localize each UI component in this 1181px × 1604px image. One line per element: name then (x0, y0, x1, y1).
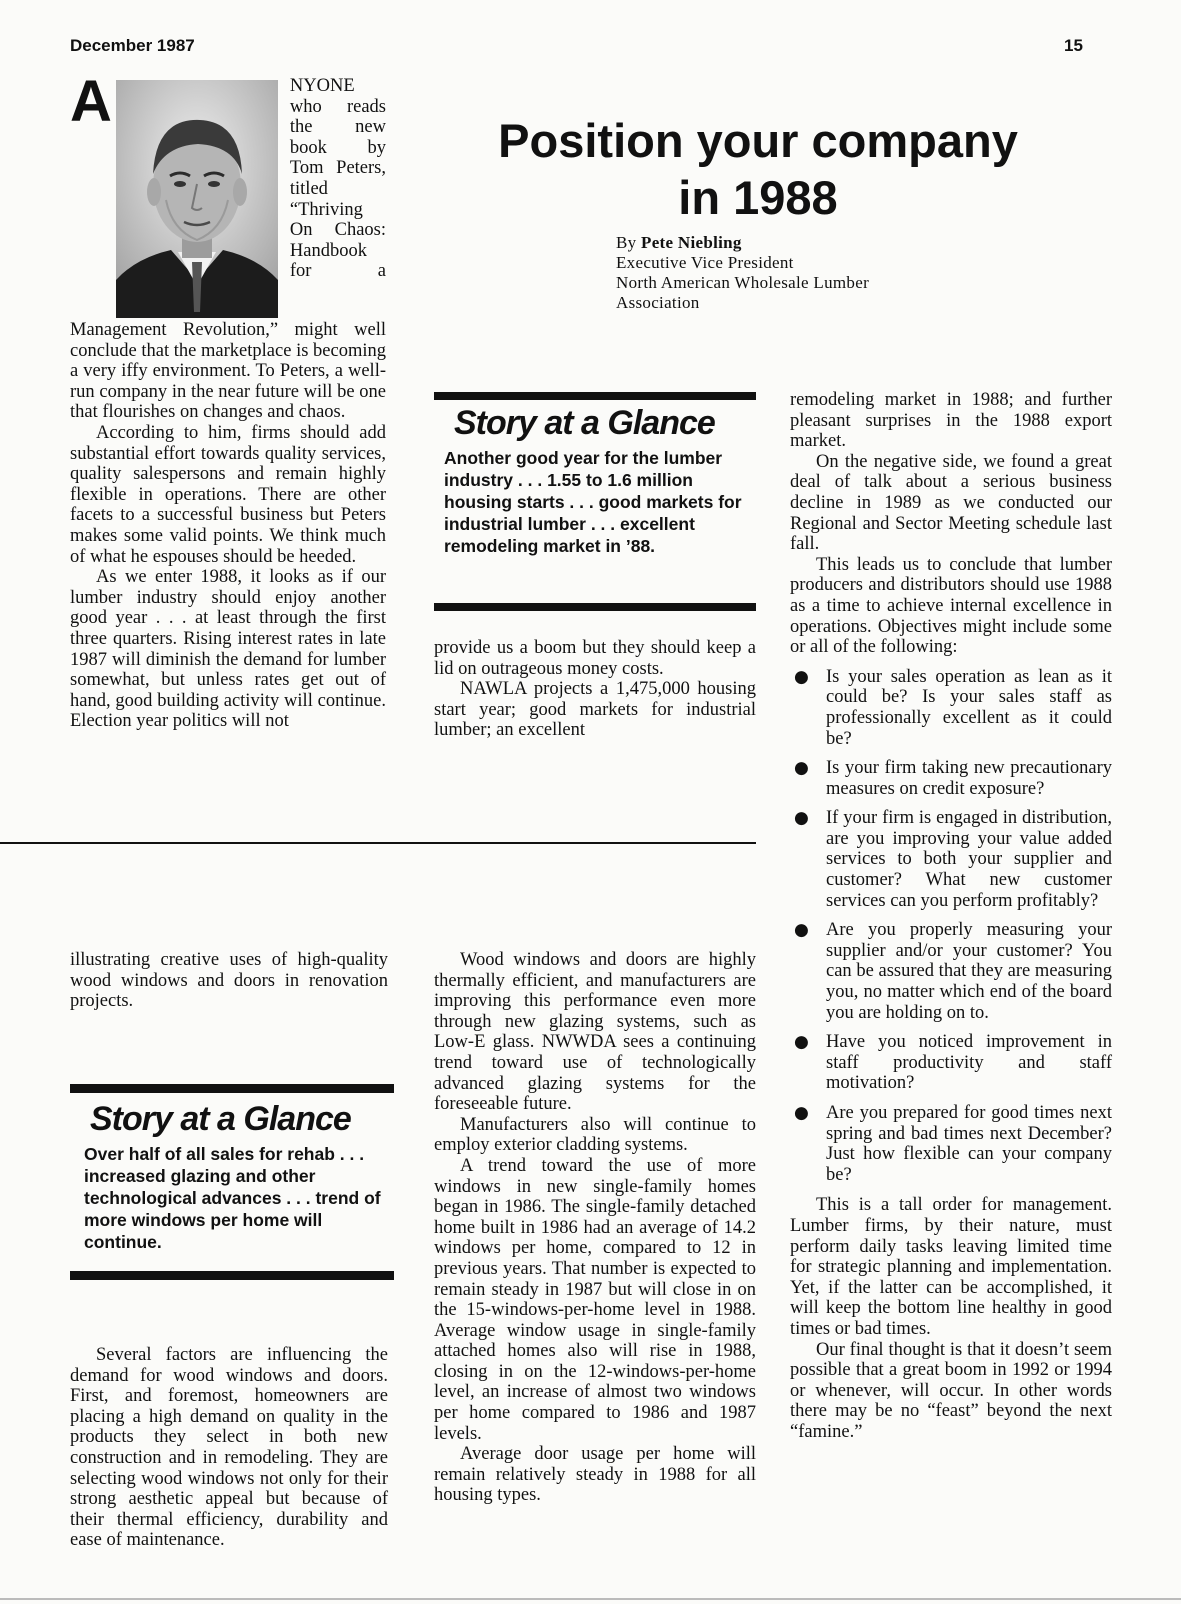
sidebar-rule-bottom (434, 603, 756, 611)
author-portrait-photo (116, 80, 278, 318)
article1-intro: A NYONE who reads the new book by Tom Peters, titled “Thriving On Chaos: Handbook for a Management Revolution,” might well conclude that the marketplace is becoming a very iffy environment. To Peters, a well-run company in the near future will be one that flourishes on changes and chaos. (70, 69, 386, 423)
article1-col2-continuation: provide us a boom but they should keep a lid on outrageous money costs. (434, 638, 756, 679)
article1-col3-continuation: remodeling market in 1988; and further pleasant surprises in the 1988 export market. (790, 390, 1112, 452)
story-at-a-glance-text: Over half of all sales for rehab . . . increased glazing and other technological advances . . . trend of more windows per home will continue. (84, 1144, 381, 1252)
dropcap: A (70, 69, 112, 134)
article2-col2-paragraph-1: Wood windows and doors are highly thermally efficient, and manufacturers are improving this performance even more through new glazing systems, such as Low-E glass. NWWDA sees a continuing trend toward use of technologically advanced glazing systems for the foreseeable future. (434, 950, 756, 1115)
bullet-icon: ● (794, 1103, 809, 1123)
article1-byline: By Pete Niebling Executive Vice President North American Wholesale Lumber Association (616, 233, 870, 312)
bullet-icon: ● (794, 758, 809, 779)
article1-closing-paragraph-1: This is a tall order for management. Lumber firms, by their nature, must perform daily tasks leaving limited time for strategic planning and implementation. Yet, if the latter can be accomplished, it will keep the bottom line healthy in good times or bad times. (790, 1195, 1112, 1339)
objective-item: ● If your firm is engaged in distribution, are you improving your value added services to both your supplier and customer? What new customer services can you perform profitably? (794, 808, 1112, 911)
article1-col3-paragraph-2: On the negative side, we found a great deal of talk about a serious business decline in 1989 as we conducted our Regional and Sector Meeting schedule last fall. (790, 451, 1112, 555)
story-at-a-glance-heading: Story at a Glance (90, 1100, 351, 1138)
article1-closing-paragraph-2: Our final thought is that it doesn’t seem possible that a great boom in 1992 or 1994 or whenever, will occur. In other words there may be no “feast” beyond the next “famine.” (790, 1339, 1112, 1442)
bullet-icon: ● (794, 920, 809, 941)
article2-col2-paragraph-4: Average door usage per home will remain relatively steady in 1988 for all housing types. (434, 1444, 756, 1506)
article2-column-1-top (70, 950, 388, 1012)
objective-item: ● Are you properly measuring your supplier and/or your customer? You can be assured that they are measuring you, no matter which end of the board you are holding on to. (794, 920, 1112, 1023)
objective-item: ● Is your sales operation as lean as it could be? Is your sales staff as professionally excellent as it could be? (794, 666, 1112, 749)
article-separator (0, 842, 756, 844)
sidebar-rule-top (434, 392, 756, 400)
article2-column-2 (434, 950, 756, 1506)
story-at-a-glance-heading: Story at a Glance (454, 404, 715, 442)
author-name: Pete Niebling (641, 233, 742, 252)
objective-item: ● Have you noticed improvement in staff productivity and staff motivation? (794, 1032, 1112, 1094)
article2-col2-paragraph-2: Manufacturers also will continue to employ exterior cladding systems. (434, 1114, 756, 1156)
article1-paragraph-3: As we enter 1988, it looks as if our lumber industry should enjoy another good year . . . at least through the first three quarters. Rising interest rates in late 1987 will diminish the demand for lumber somewhat, but unless rates get out of hand, good building activity will continue. Election year politics will not (70, 567, 386, 732)
page-bottom-edge (0, 1598, 1181, 1600)
issue-date: December 1987 (70, 36, 195, 55)
article1-paragraph-2: According to him, firms should add substantial effort towards quality services, quality salespersons and remain highly flexible in operations. There are other facets to a successful business but Peters makes some valid points. We think much of what he espouses should be heeded. (70, 422, 386, 567)
bullet-icon: ● (794, 808, 809, 829)
sidebar-rule-top (70, 1084, 394, 1093)
article1-col3-paragraph-3: This leads us to conclude that lumber producers and distributors should use 1988 as a time to achieve internal excellence in operations. Objectives might include some or all of the following: (790, 554, 1112, 658)
article1-title: Position your company in 1988 (498, 114, 1018, 224)
story-at-a-glance-box-2 (84, 1100, 384, 1253)
article2-col1-continuation: illustrating creative uses of high-quality wood windows and doors in renovation projects. (70, 950, 388, 1012)
objective-item: ● Is your firm taking new precautionary measures on credit exposure? (794, 758, 1112, 799)
bullet-icon: ● (794, 666, 809, 687)
bullet-icon: ● (794, 1032, 809, 1053)
article2-col1-paragraph: Several factors are influencing the demand for wood windows and doors. First, and foremost, homeowners are placing a high demand on quality in the products they select in both new construction and in remodeling. They are selecting wood windows not only for their strong aesthetic appeal but because of their thermal efficiency, durability and ease of maintenance. (70, 1345, 388, 1551)
article2-column-1-bottom (70, 1345, 388, 1551)
story-at-a-glance-text: Another good year for the lumber industry . . . 1.55 to 1.6 million housing starts . . . good markets for industrial lumber . . . excellent remodeling market in ’88. (444, 448, 742, 556)
sidebar-rule-bottom (70, 1271, 394, 1280)
article1-col2-paragraph: NAWLA projects a 1,475,000 housing start year; good markets for industrial lumber; an excellent (434, 679, 756, 741)
article1-column-2 (434, 638, 756, 741)
story-at-a-glance-box-1 (444, 404, 744, 557)
objective-item: ● Are you prepared for good times next spring and bad times next December? Just how flexible can your company be? (794, 1103, 1112, 1185)
page-number: 15 (1064, 36, 1083, 55)
article2-col2-paragraph-3: A trend toward the use of more windows in new single-family homes began in 1986. The single-family detached home built in 1986 had an average of 14.2 windows per home, compared to 12 in previous years. That number is expected to remain steady in 1987 but will close in on the 15-windows-per-home level in 1988. Average window usage in single-family attached homes also will rise in 1988, closing in on the 12-windows-per-home level, an increase of almost two windows per home compared to 1986 and 1987 levels. (434, 1155, 756, 1444)
article1-column-1 (70, 69, 386, 732)
article1-column-3 (790, 390, 1112, 1443)
objectives-list (790, 667, 1112, 1186)
